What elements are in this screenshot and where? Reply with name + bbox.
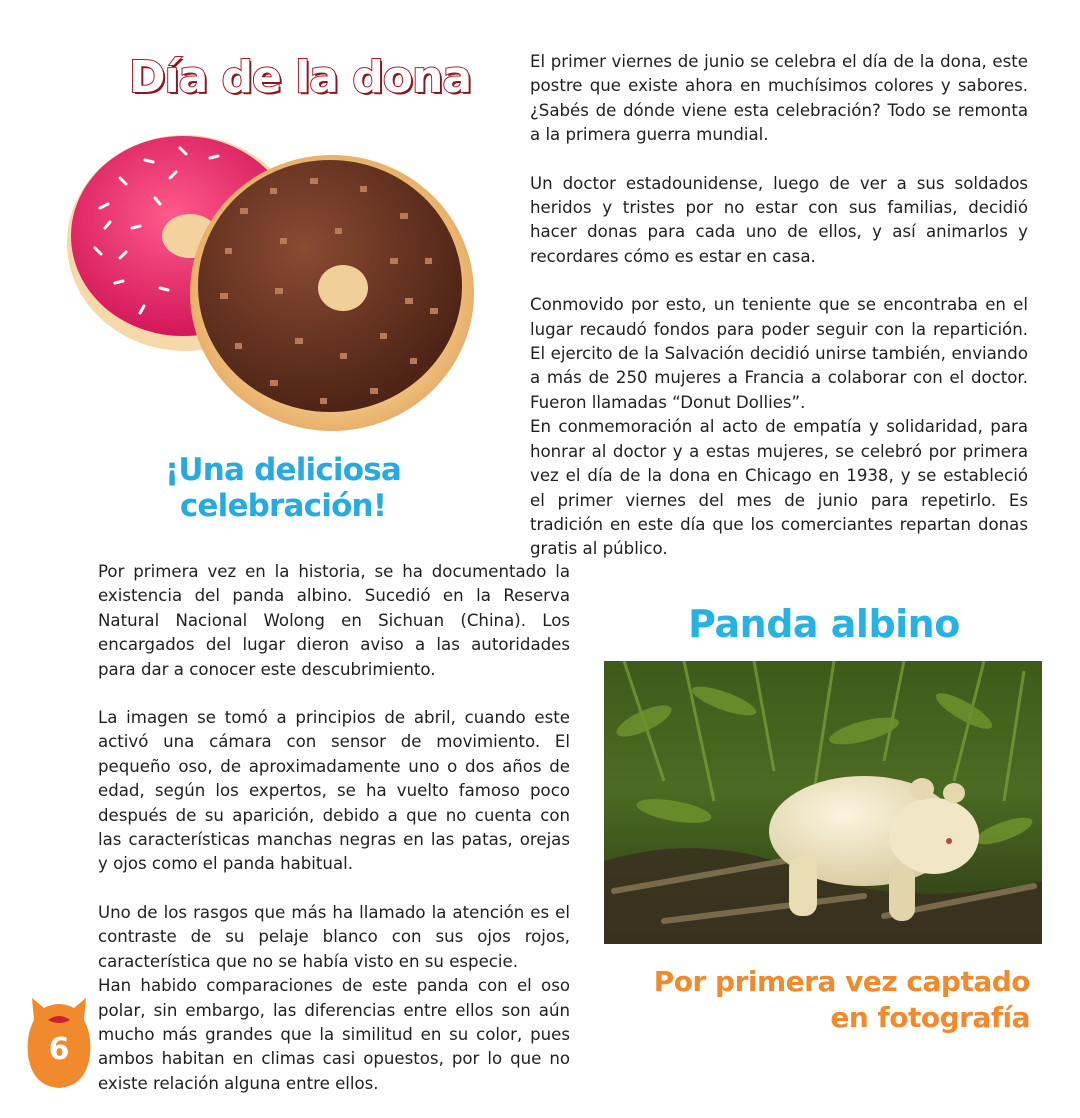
donut-paragraph-1: El primer viernes de junio se celebra el día de la dona, este postre que existe ahora en muchísimos colores y sabores. ¿Sabés de dónde viene esta celebración? Todo se remonta a la primera guerra mundial. <box>530 52 1028 145</box>
panda-subtitle-line-1: Por primera vez captado <box>653 965 1030 998</box>
panda-article-text <box>98 560 570 1096</box>
panda-subtitle-line-2: en fotografía <box>830 1001 1030 1034</box>
page-number: 6 <box>48 1032 70 1067</box>
donut-paragraph-3: Conmovido por esto, un teniente que se encontraba en el lugar recaudó fondos para poder seguir con la repartición. El ejercito de la Salvación decidió unirse también, enviando a más de 250 mujeres a Francia a colaborar con el doctor. Fueron llamadas “Donut Dollies”. <box>530 295 1028 412</box>
donut-paragraph-4: En conmemoración al acto de empatía y solidaridad, para honrar al doctor y a estas mujeres, se celebró por primera vez el día de la dona en Chicago en 1938, y se estableció el primer viernes del mes de junio para repetirlo. Es tradición en este día que los comerciantes repartan donas gratis al público. <box>530 417 1028 559</box>
panda-subtitle <box>600 964 1030 1036</box>
donuts-illustration <box>60 118 490 438</box>
panda-paragraph-4: Han habido comparaciones de este panda con el oso polar, sin embargo, las diferencias entre ellos son aún mucho más grandes que la similitud en su color, pues ambos habitan en climas casi opuestos, por lo que no existe relación alguna entre ellos. <box>98 976 570 1093</box>
panda-title: Panda albino <box>688 602 960 646</box>
donut-title: Día de la dona <box>128 52 472 103</box>
panda-paragraph-2: La imagen se tomó a principios de abril, cuando este activó una cámara con sensor de movimiento. El pequeño oso, de aproximadamente uno o dos años de edad, según los expertos, se ha vuelto famoso poco después de su aparición, debido a que no cuenta con las características manchas negras en las patas, orejas y ojos como el panda habitual. <box>98 708 570 874</box>
panda-paragraph-1: Por primera vez en la historia, se ha documentado la existencia del panda albino. Sucedió en la Reserva Natural Nacional Wolong en Sichuan (China). Los encargados del lugar dieron aviso a las autoridades para dar a conocer este descubrimiento. <box>98 562 570 679</box>
donut-article-text <box>530 50 1028 562</box>
albino-panda-photo <box>604 661 1042 944</box>
donut-paragraph-2: Un doctor estadounidense, luego de ver a sus soldados heridos y tristes por no estar con sus familias, decidió hacer donas para cada uno de ellos, y así animarlos y recordares cómo es estar en casa. <box>530 173 1028 266</box>
donut-subtitle: ¡Una deliciosa celebración! <box>164 452 402 524</box>
panda-paragraph-3: Uno de los rasgos que más ha llamado la atención es el contraste de su pelaje blanco con sus ojos rojos, característica que no se había visto en su especie. <box>98 902 570 971</box>
